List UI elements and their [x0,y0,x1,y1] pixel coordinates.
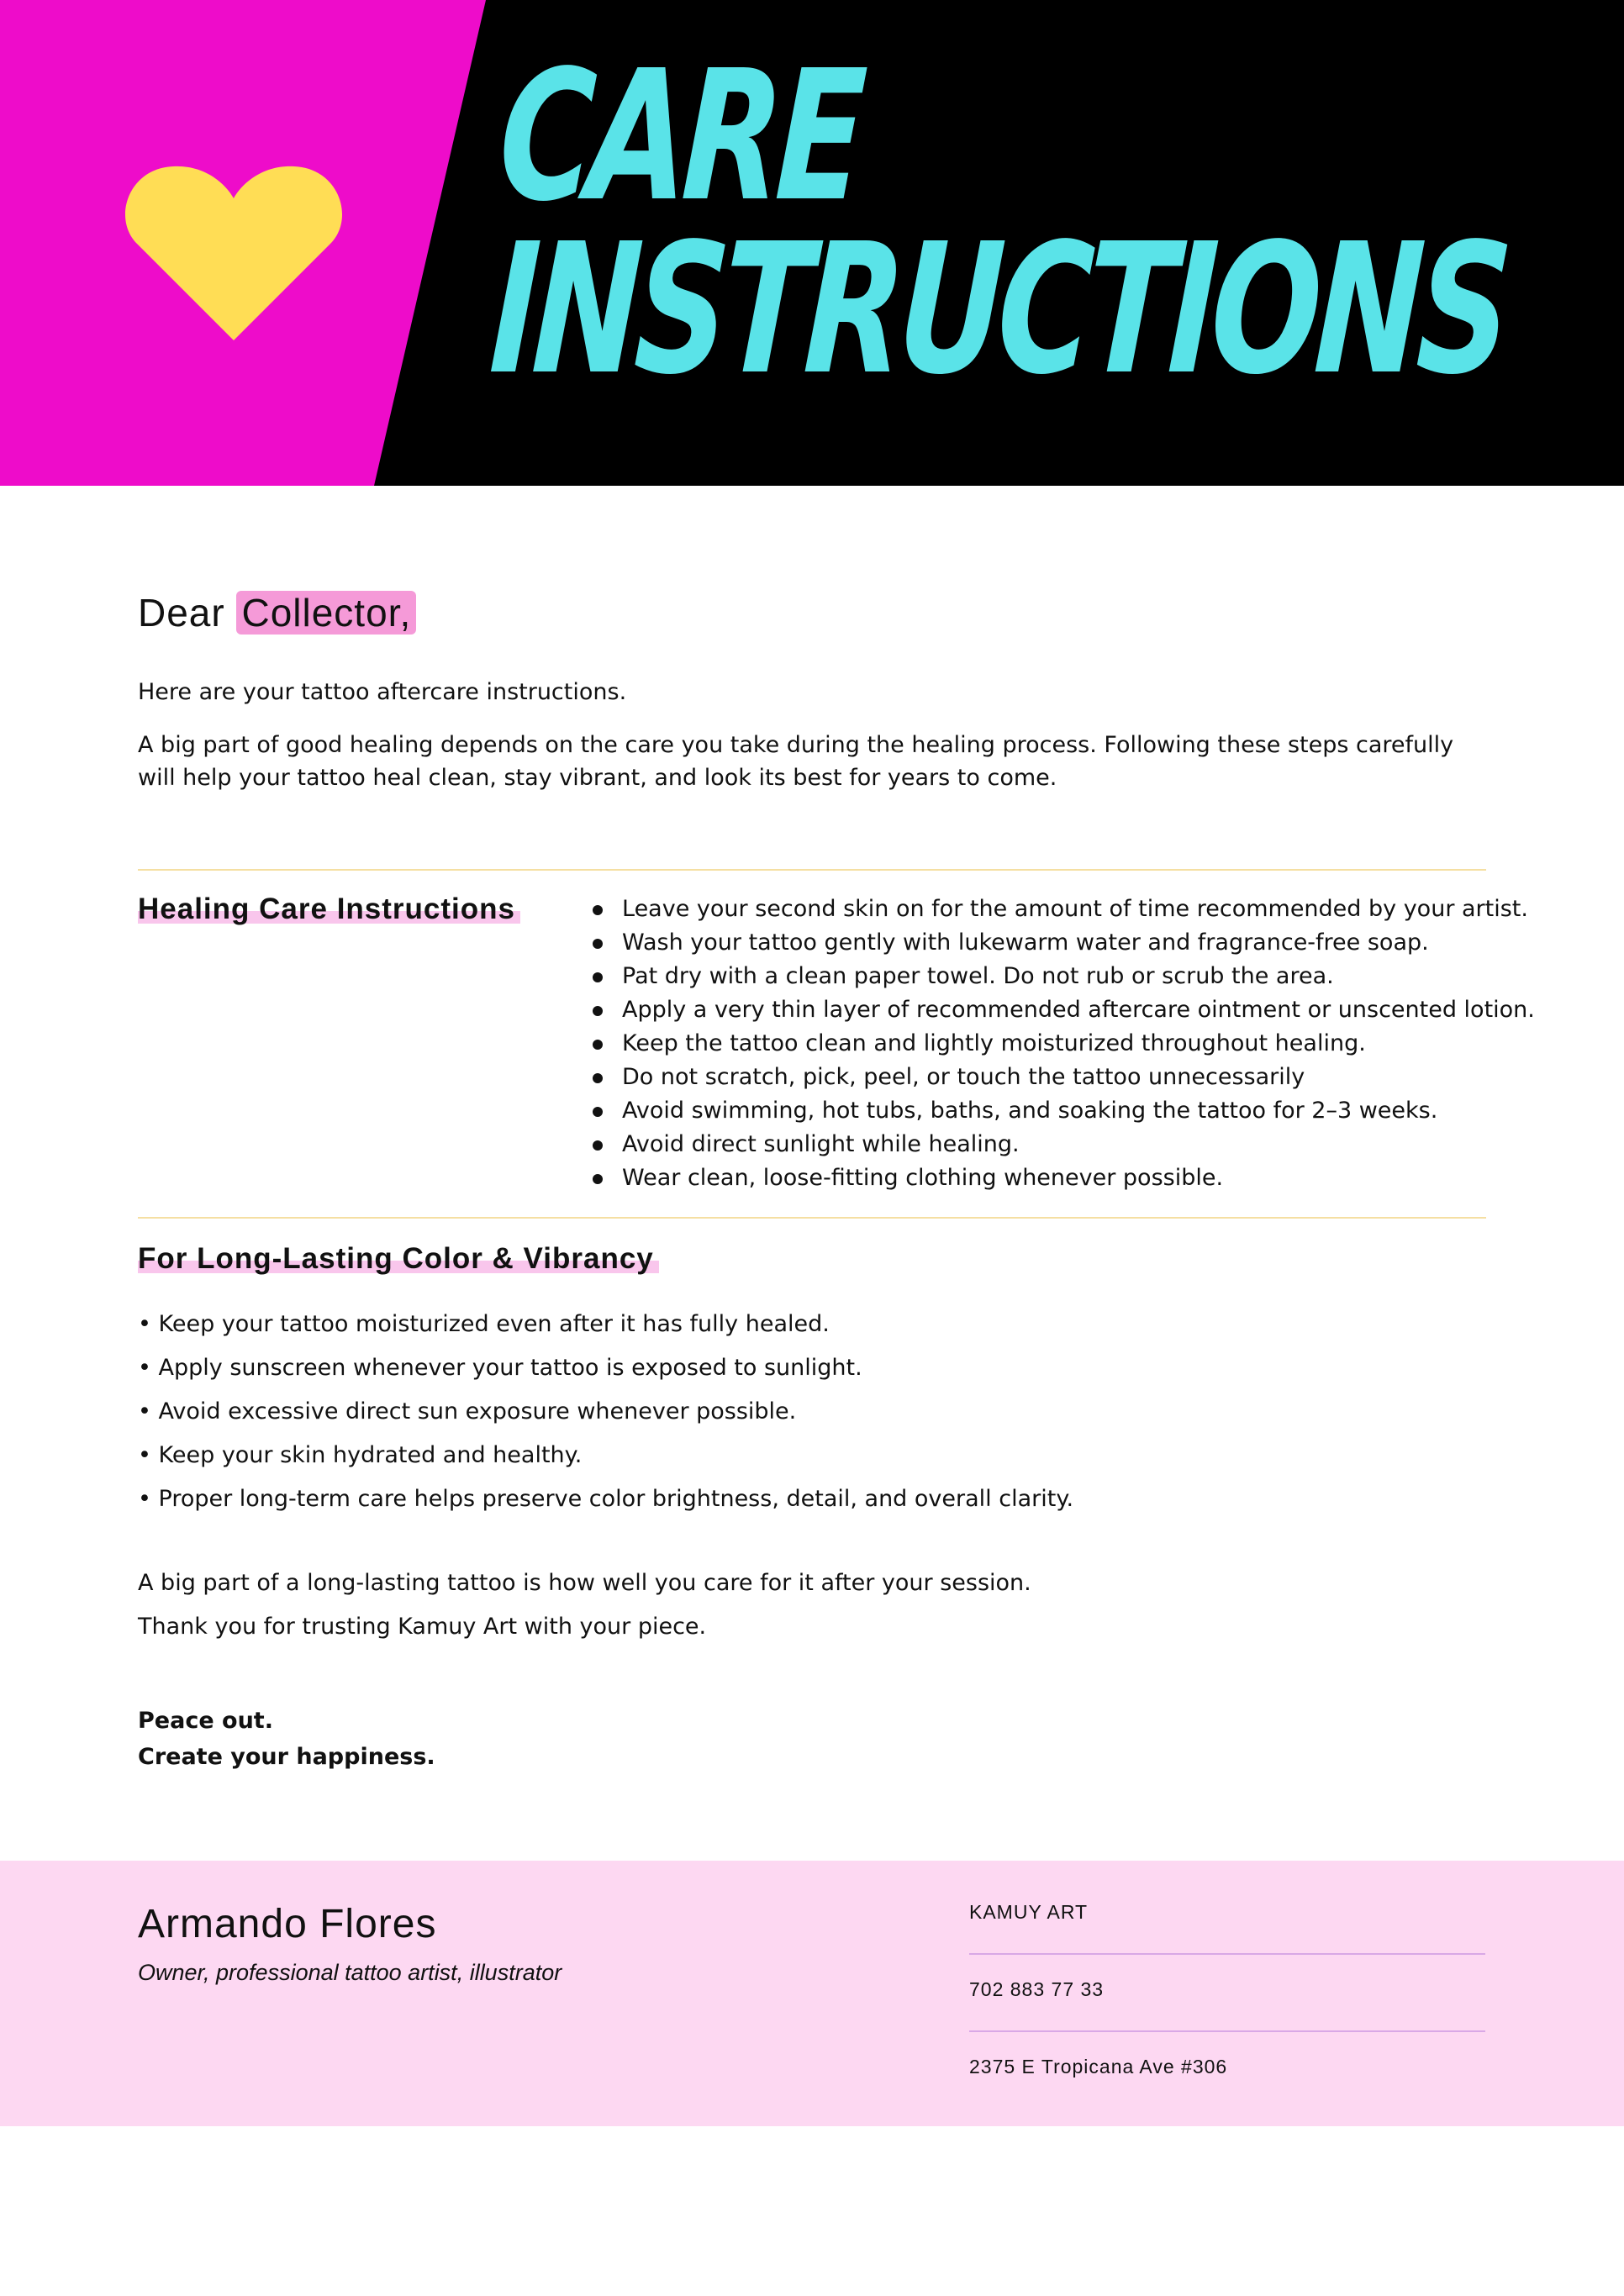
contact-divider-1 [969,1953,1485,1955]
list-item: Wash your tattoo gently with lukewarm water and fragrance-free soap. [588,926,1496,960]
divider-middle [138,1217,1486,1219]
title-line-2: INSTRUCTIONS [486,205,1511,414]
studio-address: 2375 E Tropicana Ave #306 [969,2056,1228,2077]
title-line-1: CARE [494,32,865,241]
greeting [138,590,416,635]
signoff-line-1: Peace out. [138,1708,273,1734]
list-item: • Avoid excessive direct sun exposure whenever possible. [138,1398,797,1424]
intro-line: Here are your tattoo aftercare instructions. [138,679,627,705]
owner-name: Armando Flores [138,1902,437,1946]
divider-top [138,869,1486,871]
healing-list [588,893,1535,1195]
signoff [138,1703,435,1775]
footer [0,1861,1624,2126]
list-item: Keep the tattoo clean and lightly moisturized throughout healing. [588,1027,1496,1061]
intro-paragraph: A big part of good healing depends on the care you take during the healing process. Following these steps carefully will help your tattoo heal clean, stay vibrant, and look its best for years to come. [138,732,1454,791]
signoff-line-2: Create your happiness. [138,1744,435,1770]
list-item: • Keep your skin hydrated and healthy. [138,1442,583,1468]
closing-line-1: A big part of a long-lasting tattoo is how well you care for it after your session. [138,1570,1031,1596]
greeting-name [236,591,416,635]
list-item: Avoid direct sunlight while healing. [588,1128,1496,1161]
list-item: Do not scratch, pick, peel, or touch the tattoo unnecessarily [588,1061,1496,1094]
greeting-prefix: Dear [138,591,237,635]
studio-name: KAMUY ART [969,1901,1089,1923]
header-banner [0,0,1624,486]
list-item: Leave your second skin on for the amount of time recommended by your artist. [588,893,1496,926]
vibrancy-section-title: For Long-Lasting Color & Vibrancy [138,1242,659,1276]
list-item: Wear clean, loose-fitting clothing whenever possible. [588,1161,1496,1195]
list-item: Apply a very thin layer of recommended aftercare ointment or unscented lotion. [588,993,1496,1027]
list-item: Avoid swimming, hot tubs, baths, and soaking the tattoo for 2–3 weeks. [588,1094,1496,1128]
list-item: Pat dry with a clean paper towel. Do not rub or scrub the area. [588,960,1496,993]
healing-section-title: Healing Care Instructions [138,893,520,926]
page-title [486,32,1518,414]
greeting-comma: , [399,591,412,635]
heart-icon [124,143,343,345]
list-item: • Apply sunscreen whenever your tattoo is exposed to sunlight. [138,1355,862,1381]
contact-divider-2 [969,2030,1485,2032]
list-item: • Proper long-term care helps preserve color brightness, detail, and overall clarity. [138,1486,1074,1512]
owner-role: Owner, professional tattoo artist, illustrator [138,1960,562,1985]
phone-number: 702 883 77 33 [969,1978,1105,2000]
greeting-name-text: Collector [241,591,400,635]
closing-line-2: Thank you for trusting Kamuy Art with your piece. [138,1614,707,1640]
list-item: • Keep your tattoo moisturized even after it has fully healed. [138,1311,830,1337]
vibrancy-list [138,1303,1483,1521]
